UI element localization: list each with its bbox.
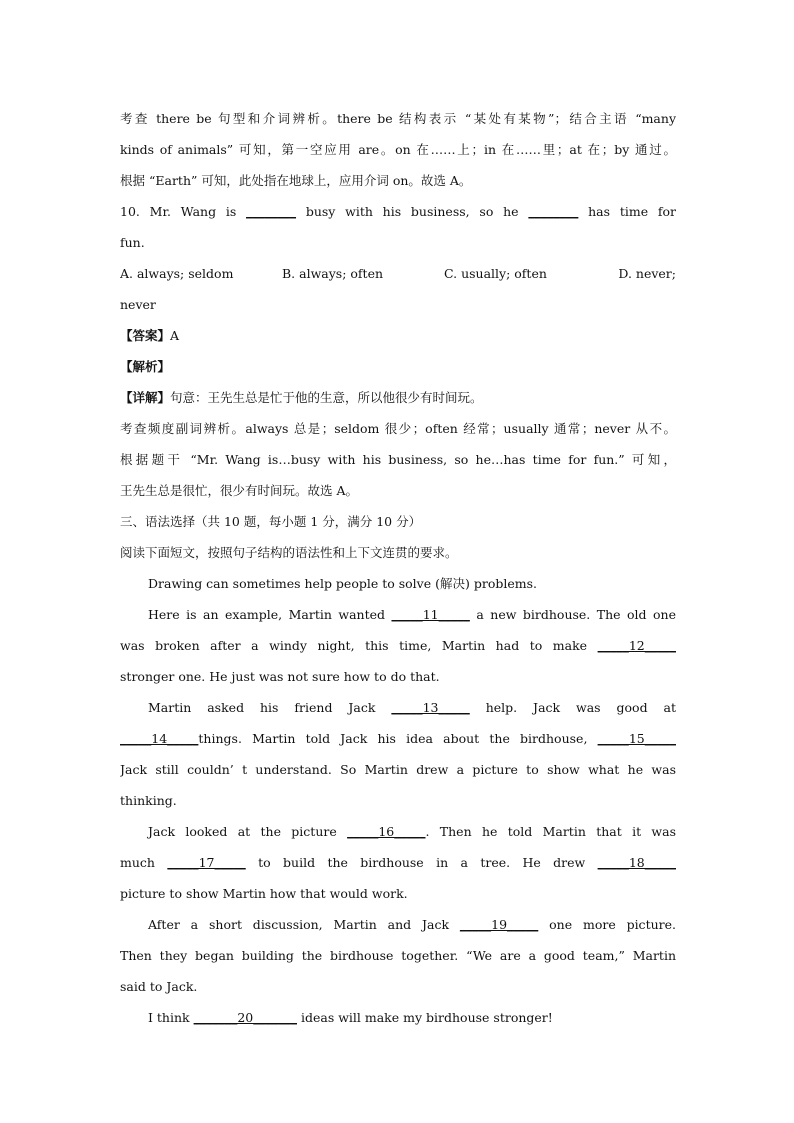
- passage-line: Martin asked his friend Jack _____13_____ help. Jack was good at: [148, 700, 676, 715]
- blank-11: _____11_____: [391, 607, 470, 622]
- q9-explanation-line: 考查 there be 句型和介词辨析。there be 结构表示 “某处有某物”；结合主语 “many: [120, 111, 676, 126]
- q10-blank-2: ________: [528, 204, 579, 219]
- passage-line: thinking.: [120, 793, 177, 808]
- blank-12: _____12_____: [597, 638, 676, 653]
- section-heading: 三、语法选择（共 10 题，每小题 1 分，满分 10 分）: [120, 514, 422, 529]
- analysis-label: 【解析】: [120, 359, 171, 374]
- passage-line: said to Jack.: [120, 979, 198, 994]
- passage-line: Then they began building the birdhouse together. “We are a good team,” Martin: [120, 948, 676, 963]
- passage-line: Drawing can sometimes help people to solve (解决) problems.: [148, 576, 537, 591]
- passage-line: After a short discussion, Martin and Jack _____19_____ one more picture.: [148, 917, 676, 932]
- answer-value: A: [170, 328, 180, 343]
- option-d-wrap: never: [120, 297, 156, 312]
- option-b: B. always; often: [282, 266, 384, 281]
- q10-explanation-line: 王先生总是很忙，很少有时间玩。故选 A。: [120, 483, 359, 498]
- blank-17: _____17_____: [167, 855, 246, 870]
- passage-line: I think _______20_______ ideas will make my birdhouse stronger!: [148, 1010, 553, 1025]
- passage-line: picture to show Martin how that would work.: [120, 886, 408, 901]
- detail-label: 【详解】: [120, 390, 171, 405]
- q10-stem-end: fun.: [120, 235, 145, 250]
- q10-blank-1: ________: [246, 204, 297, 219]
- blank-19: _____19_____: [459, 917, 539, 932]
- option-c: C. usually; often: [444, 266, 547, 281]
- q10-explanation-line: 考查频度副词辨析。always 总是；seldom 很少；often 经常；usually 通常；never 从不。: [120, 421, 676, 436]
- passage-line: stronger one. He just was not sure how to do that.: [120, 669, 440, 684]
- section-instruction: 阅读下面短文，按照句子结构的语法性和上下文连贯的要求。: [120, 545, 458, 560]
- blank-18: _____18_____: [597, 855, 676, 870]
- q9-explanation-line: 根据 “Earth” 可知，此处指在地球上，应用介词 on。故选 A。: [120, 173, 472, 188]
- blank-20: _______20_______: [193, 1010, 297, 1025]
- passage-line: Jack looked at the picture _____16_____. Then he told Martin that it was: [148, 824, 676, 839]
- answer-line: [120, 320, 676, 351]
- option-d: D. never;: [618, 266, 676, 281]
- passage-line: _____14_____things. Martin told Jack his idea about the birdhouse, _____15_____: [120, 731, 676, 746]
- passage-line: much _____17_____ to build the birdhouse in a tree. He drew _____18_____: [120, 855, 676, 870]
- answer-label: 【答案】: [120, 328, 171, 343]
- option-a: A. always; seldom: [120, 266, 234, 281]
- document-page: [120, 103, 676, 1033]
- passage-line: Jack still couldn’ t understand. So Martin drew a picture to show what he was: [120, 762, 676, 777]
- q9-explanation-line: kinds of animals” 可知，第一空应用 are。on 在……上；in 在……里；at 在；by 通过。: [120, 142, 676, 157]
- blank-15: _____15_____: [597, 731, 676, 746]
- detail-line: 【详解】句意：王先生总是忙于他的生意，所以他很少有时间玩。: [120, 390, 483, 405]
- blank-13: _____13_____: [391, 700, 470, 715]
- blank-16: _____16_____: [347, 824, 426, 839]
- q10-explanation-line: 根据题干 “Mr. Wang is…busy with his business, so he…has time for fun.” 可知，: [120, 452, 676, 467]
- passage-line: was broken after a windy night, this time, Martin had to make _____12_____: [120, 638, 676, 653]
- passage-line: Here is an example, Martin wanted _____11_____ a new birdhouse. The old one: [148, 607, 676, 622]
- q10-stem: 10. Mr. Wang is ________ busy with his business, so he ________ has time for: [120, 204, 676, 219]
- blank-14: _____14_____: [120, 731, 199, 746]
- q10-options: [120, 258, 676, 289]
